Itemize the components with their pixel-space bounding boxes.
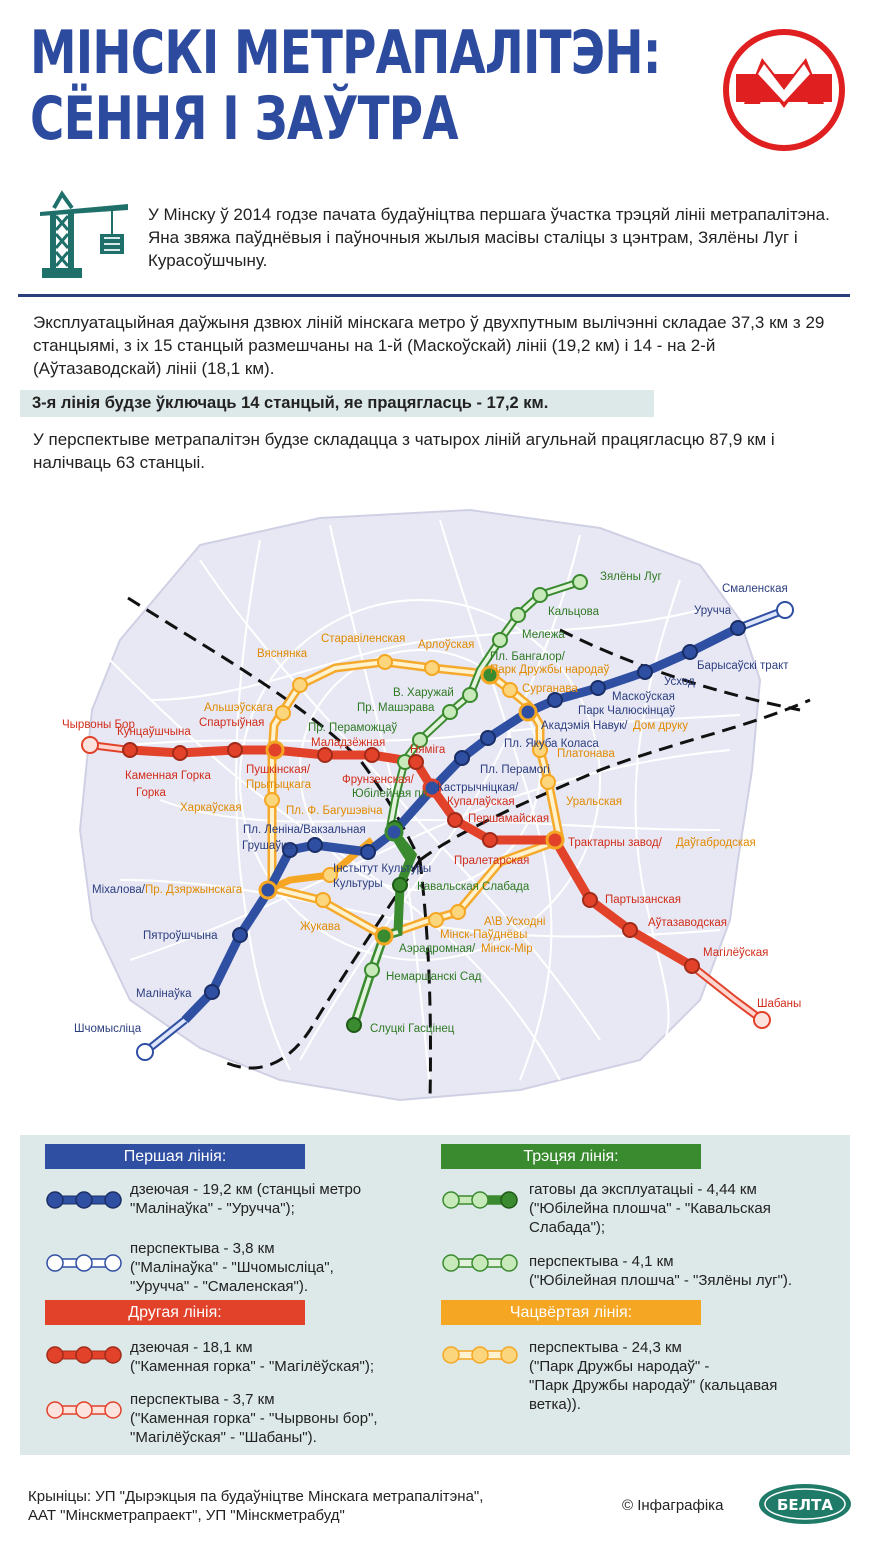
legend-line4-future-symbol bbox=[440, 1342, 520, 1368]
label-kaltsova: Кальцова bbox=[548, 606, 600, 618]
legend-line2-active-text: дзеючая - 18,1 км ("Каменная горка" - "Магілёўская"); bbox=[130, 1339, 375, 1375]
label-av-uskhodni: А\В Усходні bbox=[484, 916, 546, 928]
highlight-line3: 3-я лінія будзе ўключаць 14 станцый, яе працягласць - 17,2 км. bbox=[20, 390, 654, 417]
label-pr-dzyarzhynskaga: Пр. Дзяржынскага bbox=[145, 884, 243, 896]
label-alshevskaga: Альшэўскага bbox=[204, 702, 273, 714]
label-pl-peramogi: Пл. Перамогі bbox=[480, 764, 550, 776]
label-uskhod: Усход bbox=[664, 676, 695, 688]
belta-logo-text: БЕЛТА bbox=[777, 1496, 833, 1514]
label-gorka: Горка bbox=[136, 787, 166, 799]
label-kharkauskaya: Харкаўская bbox=[180, 802, 242, 814]
label-park-druzhby: Парк Дружбы народаў bbox=[490, 664, 610, 676]
label-kastrychnitskaya: Кастрычніцкая/ bbox=[437, 782, 519, 794]
legend-line2-active-symbol bbox=[44, 1342, 124, 1368]
label-minsk-mir: Мінск-Мір bbox=[481, 943, 533, 955]
legend-line3-ready-symbol bbox=[440, 1187, 520, 1213]
legend-line2-title: Другая лінія: bbox=[45, 1300, 305, 1325]
copyright: © Інфаграфіка bbox=[622, 1497, 724, 1514]
label-zhukava: Жукава bbox=[300, 921, 341, 933]
label-partyzanskaya: Партызанская bbox=[605, 894, 682, 906]
station-alshevskaga bbox=[276, 706, 290, 720]
legend-line1-active-symbol bbox=[44, 1187, 124, 1213]
legend-line1-active-text: дзеючая - 19,2 км (станцыі метро "Малінаўка" - "Уручча"); bbox=[130, 1181, 362, 1217]
label-maladzezhnaya: Маладзёжная bbox=[311, 737, 386, 749]
station-uralskaya bbox=[541, 775, 555, 789]
label-v-kharuzhai: В. Харужай bbox=[393, 687, 454, 699]
station-vyasnyanka bbox=[293, 678, 307, 692]
legend-line1-future-text: перспектыва - 3,8 км ("Малінаўка" - "Шчомысліца", "Уручча" - "Смаленская"). bbox=[130, 1240, 334, 1295]
label-minsk-paudnevy: Мінск-Паўднёвы bbox=[440, 929, 528, 941]
legend-line1-future-symbol bbox=[44, 1250, 124, 1276]
label-malinauka: Малінаўка bbox=[136, 988, 192, 1000]
legend-line2-future-text: перспектыва - 3,7 км ("Каменная горка" - "Чырвоны бор", "Магілёўская" - "Шабаны"). bbox=[130, 1391, 378, 1446]
label-surganava: Сурганава bbox=[522, 683, 578, 695]
legend-line1-title: Першая лінія: bbox=[45, 1144, 305, 1169]
label-yubileinaya: Юбілейная пл. bbox=[352, 788, 431, 800]
legend-line3-future-text: перспектыва - 4,1 км ("Юбілейная плошча" - "Зялёны луг"). bbox=[529, 1253, 793, 1289]
label-platonava: Платонава bbox=[557, 748, 615, 760]
minsk-metro-logo-icon bbox=[722, 28, 846, 152]
paragraph-future: У перспектыве метрапалітэн будзе складацца з чатырох ліній агульнай працягласцю 87,9 км і налічваць 63 станцыі. bbox=[33, 430, 775, 472]
label-shchomyslitsa: Шчомысліца bbox=[74, 1023, 142, 1035]
label-smalenskaya: Смаленская bbox=[722, 583, 788, 595]
label-pushkinskaya: Пушкінская/ bbox=[246, 764, 311, 776]
label-shabany: Шабаны bbox=[757, 998, 802, 1010]
label-traktarny-zavod: Трактарны завод/ bbox=[568, 837, 662, 849]
station-staravilenskaya bbox=[378, 655, 392, 669]
station-minsk-paudnevy bbox=[429, 913, 443, 927]
label-spartyunaya: Спартыўная bbox=[199, 717, 265, 729]
intro-text: У Мінску ў 2014 годзе пачата будаўніцтва першага ўчастка трэцяй лініі метрапалітэна. Яна звяжа паўднёвыя і паўночныя жылыя масівы сталіцы з цэнтрам, Зялёны Луг і Курасоўшчыну. bbox=[148, 205, 830, 270]
paragraph-lengths: Эксплуатацыйная даўжыня дзвюх ліній мінскага метро ў двухпутным вылічэнні складае 37,3 км з 29 станцыямі, з іх 15 станцый размешчаны на 1-й (Маскоўскай) лініі (19,2 км) і 14 - на 2-й (Аўтазаводскай) лініі (18,1 км). bbox=[33, 313, 825, 378]
legend-line3-ready-text: гатовы да эксплуатацыі - 4,44 км ("Юбілейна плошча" - "Кавальская Слабада"); bbox=[529, 1181, 771, 1236]
legend-line3-future-symbol bbox=[440, 1250, 520, 1276]
page-title bbox=[30, 18, 661, 154]
divider bbox=[18, 294, 850, 297]
label-akademiya-navuk: Акадэмія Навук/ bbox=[541, 720, 628, 732]
label-piatroushchyna: Пятроўшчына bbox=[143, 930, 218, 942]
station-kharkauskaya bbox=[265, 793, 279, 807]
station-zhukava bbox=[316, 893, 330, 907]
label-chyrvony-bor: Чырвоны Бор bbox=[62, 719, 135, 731]
label-dauhabrodskaya: Даўгабродская bbox=[676, 837, 756, 849]
label-kuntsaushchyna: Кунцаўшчына bbox=[117, 726, 191, 738]
label-barysauski-trakt: Барысаўскі тракт bbox=[697, 660, 789, 672]
label-mikhalova: Міхалова/ bbox=[92, 884, 145, 896]
label-pl-lenina: Пл. Леніна/Вакзальная bbox=[243, 824, 366, 836]
label-instytut: Інстытут Культуры bbox=[333, 863, 432, 875]
label-slutski-gastsinets: Слуцкі Гасцінец bbox=[370, 1023, 455, 1035]
label-staravilenskaya: Старавіленская bbox=[321, 633, 406, 645]
station-av-uskhodni bbox=[451, 905, 465, 919]
label-kavalskaya-slabada: Кавальская Слабада bbox=[417, 881, 530, 893]
legend bbox=[20, 1135, 850, 1455]
construction-crane-icon bbox=[36, 190, 136, 285]
legend-line3-title: Трэцяя лінія: bbox=[441, 1144, 701, 1169]
label-arlouskaya: Арлоўская bbox=[418, 639, 475, 651]
title-line-1: МІНСКІ МЕТРАПАЛІТЭН: bbox=[30, 18, 661, 88]
label-nemarshanski-sad: Немаршанскі Сад bbox=[386, 971, 482, 983]
belta-logo-icon bbox=[757, 1482, 853, 1526]
label-autazavodskaya: Аўтазаводская bbox=[648, 917, 727, 929]
label-aeradromnaya: Аэрадромная/ bbox=[399, 943, 476, 955]
legend-line2-future-symbol bbox=[44, 1397, 124, 1423]
sources: Крыніцы: УП "Дырэкцыя па будаўніцтве Мінскага метрапалітэна", ААТ "Мінскметрапраект", УП "Мінскметрабуд" bbox=[28, 1488, 484, 1524]
label-prytytskaga: Прытыцкага bbox=[246, 779, 312, 791]
label-frunzenskaya: Фрунзенская/ bbox=[342, 774, 414, 786]
title-line-2: СЁННЯ І ЗАЎТРА bbox=[30, 84, 458, 154]
station-surganava bbox=[503, 683, 517, 697]
metro-map bbox=[0, 500, 870, 1110]
legend-line4-title: Чацвёртая лінія: bbox=[441, 1300, 701, 1325]
label-grushauka: Грушаўка bbox=[242, 840, 293, 852]
label-kultury: Культуры bbox=[333, 878, 383, 890]
label-magilyouskaya: Магілёўская bbox=[703, 947, 769, 959]
label-pr-peramozhtsau: Пр. Пераможцаў bbox=[308, 722, 398, 734]
label-pl-bangalor: Пл. Бангалор/ bbox=[490, 651, 565, 663]
label-pl-yakuba-kolasa: Пл. Якуба Коласа bbox=[504, 738, 599, 750]
label-uruchcha: Уручча bbox=[694, 605, 732, 617]
label-zyaleny-lug: Зялёны Луг bbox=[600, 571, 662, 583]
label-melezha: Мележа bbox=[522, 629, 565, 641]
label-pershamaiskaya: Першамайская bbox=[468, 813, 550, 825]
station-arlouskaya bbox=[425, 661, 439, 675]
label-park-chaluskintsau: Парк Чалюскінцаў bbox=[578, 705, 676, 717]
label-kupalauskaya: Купалаўская bbox=[447, 796, 515, 808]
label-maskouskaya: Маскоўская bbox=[612, 691, 675, 703]
label-dom-druku: Дом друку bbox=[633, 720, 689, 732]
label-niamiga: Няміга bbox=[410, 744, 446, 756]
label-pr-masherava: Пр. Машэрава bbox=[357, 702, 435, 714]
label-uralskaya: Уральская bbox=[566, 796, 622, 808]
label-bagushevicha: Пл. Ф. Багушэвіча bbox=[286, 805, 383, 817]
label-vyasnyanka: Вяснянка bbox=[257, 648, 308, 660]
label-kamennaya: Каменная Горка bbox=[125, 770, 211, 782]
label-praletarskaya: Пралетарская bbox=[454, 855, 530, 867]
legend-line4-future-text: перспектыва - 24,3 км ("Парк Дружбы народаў" - "Парк Дружбы народаў" (кальцавая ветка)). bbox=[529, 1339, 778, 1413]
